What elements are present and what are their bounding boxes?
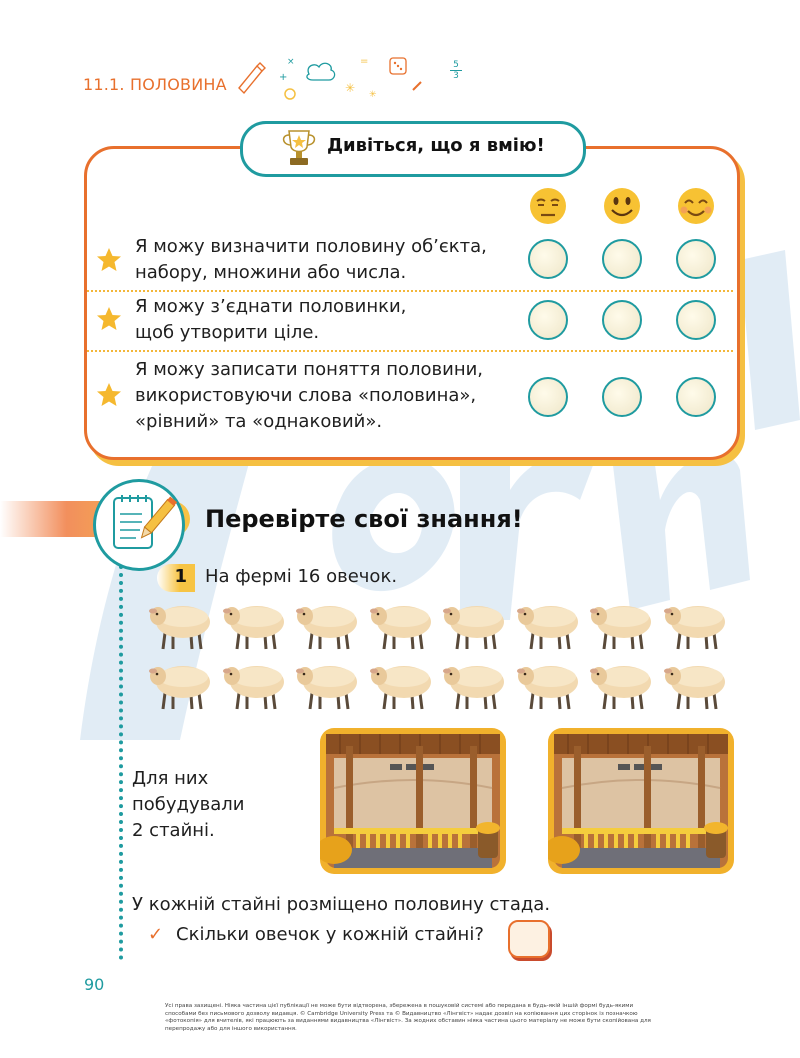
stable-2: [548, 728, 734, 874]
rating-2-unsure[interactable]: [528, 300, 568, 340]
sheep-icon: [294, 595, 364, 651]
criterion-1: [135, 234, 487, 286]
sheep-icon: [441, 595, 511, 651]
sheep-icon: [294, 655, 364, 711]
rating-2-confident[interactable]: [676, 300, 716, 340]
rating-1-ok[interactable]: [602, 239, 642, 279]
task-text: На фермі 16 овечок.: [205, 566, 398, 587]
stable-icon: [320, 728, 506, 874]
statement-text: У кожній стайні розміщено половину стада.: [132, 894, 551, 915]
check-knowledge-title: Перевірте свої знання!: [205, 505, 523, 533]
stables-text-line-3: 2 стайні.: [132, 820, 215, 841]
rating-3-ok[interactable]: [602, 377, 642, 417]
criterion-2-line-1: Я можу з’єднати половинки,: [135, 296, 407, 317]
sheep-icon: [147, 595, 217, 651]
stable-1: [320, 728, 506, 874]
star-icon: [96, 306, 122, 332]
checkmark-icon: ✓: [148, 924, 164, 945]
svg-text:=: =: [360, 56, 369, 67]
criterion-1-line-1: Я можу визначити половину об’єкта,: [135, 236, 487, 257]
stables-text: [132, 766, 244, 844]
trophy-icon: [279, 127, 319, 169]
sheep-icon: [588, 655, 658, 711]
neutral-smile-icon: [604, 188, 640, 224]
task-number: 1: [174, 566, 187, 587]
svg-text:+: +: [279, 72, 288, 83]
fraction-top: 5: [453, 60, 459, 70]
stables-text-line-1: Для них: [132, 768, 209, 789]
faces-row: [524, 186, 724, 230]
rating-2-ok[interactable]: [602, 300, 642, 340]
criterion-3-line-2: використовуючи слова «половина»,: [135, 385, 477, 406]
sheep-icon: [441, 655, 511, 711]
criterion-2-line-2: щоб утворити ціле.: [135, 322, 320, 343]
row-divider: [87, 290, 733, 292]
sheep-icon: [662, 655, 732, 711]
rating-1-confident[interactable]: [676, 239, 716, 279]
sheep-icon: [515, 595, 585, 651]
stables-text-line-2: побудували: [132, 794, 245, 815]
dotted-guide: [119, 565, 123, 960]
sheep-icon: [662, 595, 732, 651]
star-icon: [96, 382, 122, 408]
notebook-badge: [93, 479, 185, 571]
sheep-icon: [515, 655, 585, 711]
sheep-icon: [588, 595, 658, 651]
row-divider: [87, 350, 733, 352]
criterion-3-line-1: Я можу записати поняття половини,: [135, 359, 484, 380]
page-number: 90: [84, 975, 105, 994]
rating-1-unsure[interactable]: [528, 239, 568, 279]
sheep-icon: [221, 655, 291, 711]
self-assessment-header: [240, 121, 586, 177]
svg-text:✳: ✳: [369, 90, 377, 100]
criterion-3: [135, 357, 483, 435]
self-assessment-title: Дивіться, що я вмію!: [327, 135, 545, 156]
criterion-1-line-2: набору, множини або числа.: [135, 262, 407, 283]
svg-text:×: ×: [287, 57, 295, 67]
criterion-3-line-3: «рівний» та «однаковий».: [135, 411, 383, 432]
fraction-bottom: 3: [450, 70, 462, 81]
criterion-2: [135, 294, 406, 346]
question-text: Скільки овечок у кожній стайні?: [176, 924, 484, 945]
svg-text:✳: ✳: [345, 81, 356, 95]
rating-3-unsure[interactable]: [528, 377, 568, 417]
stable-icon: [548, 728, 734, 874]
sheep-icon: [221, 595, 291, 651]
section-title: 11.1. ПОЛОВИНА: [83, 75, 227, 94]
sheep-icon: [368, 595, 438, 651]
fraction-doodle: [450, 60, 462, 81]
copyright-notice: Усі права захищені. Ніяка частина цієї публікації не може бути відтворена, збережена в пошуковій системі або передана в будь-якій іншій формі будь-якими способами без письмового дозволу видавця. © Cambridge University Press та © Видавництво «Лінгвіст» надає дозвіл на копіювання цих сторінок із позначкою «фотокопія» для вчителів, які працюють за виданнями видавництва «Лінгвіст». За жодних обставин ніяка частина цього матеріалу не може бути скопійована для перепродажу або для іншого використання.: [165, 1003, 651, 1032]
task-number-badge: [157, 564, 195, 592]
star-icon: [96, 247, 122, 273]
sheep-icon: [368, 655, 438, 711]
sheep-icon: [147, 655, 217, 711]
unsure-face-icon: [530, 188, 566, 224]
notebook-pencil-icon: [96, 482, 182, 568]
answer-input-box[interactable]: [508, 920, 550, 958]
math-doodles-icon: [235, 52, 465, 102]
rating-3-confident[interactable]: [676, 377, 716, 417]
happy-face-icon: [678, 188, 714, 224]
